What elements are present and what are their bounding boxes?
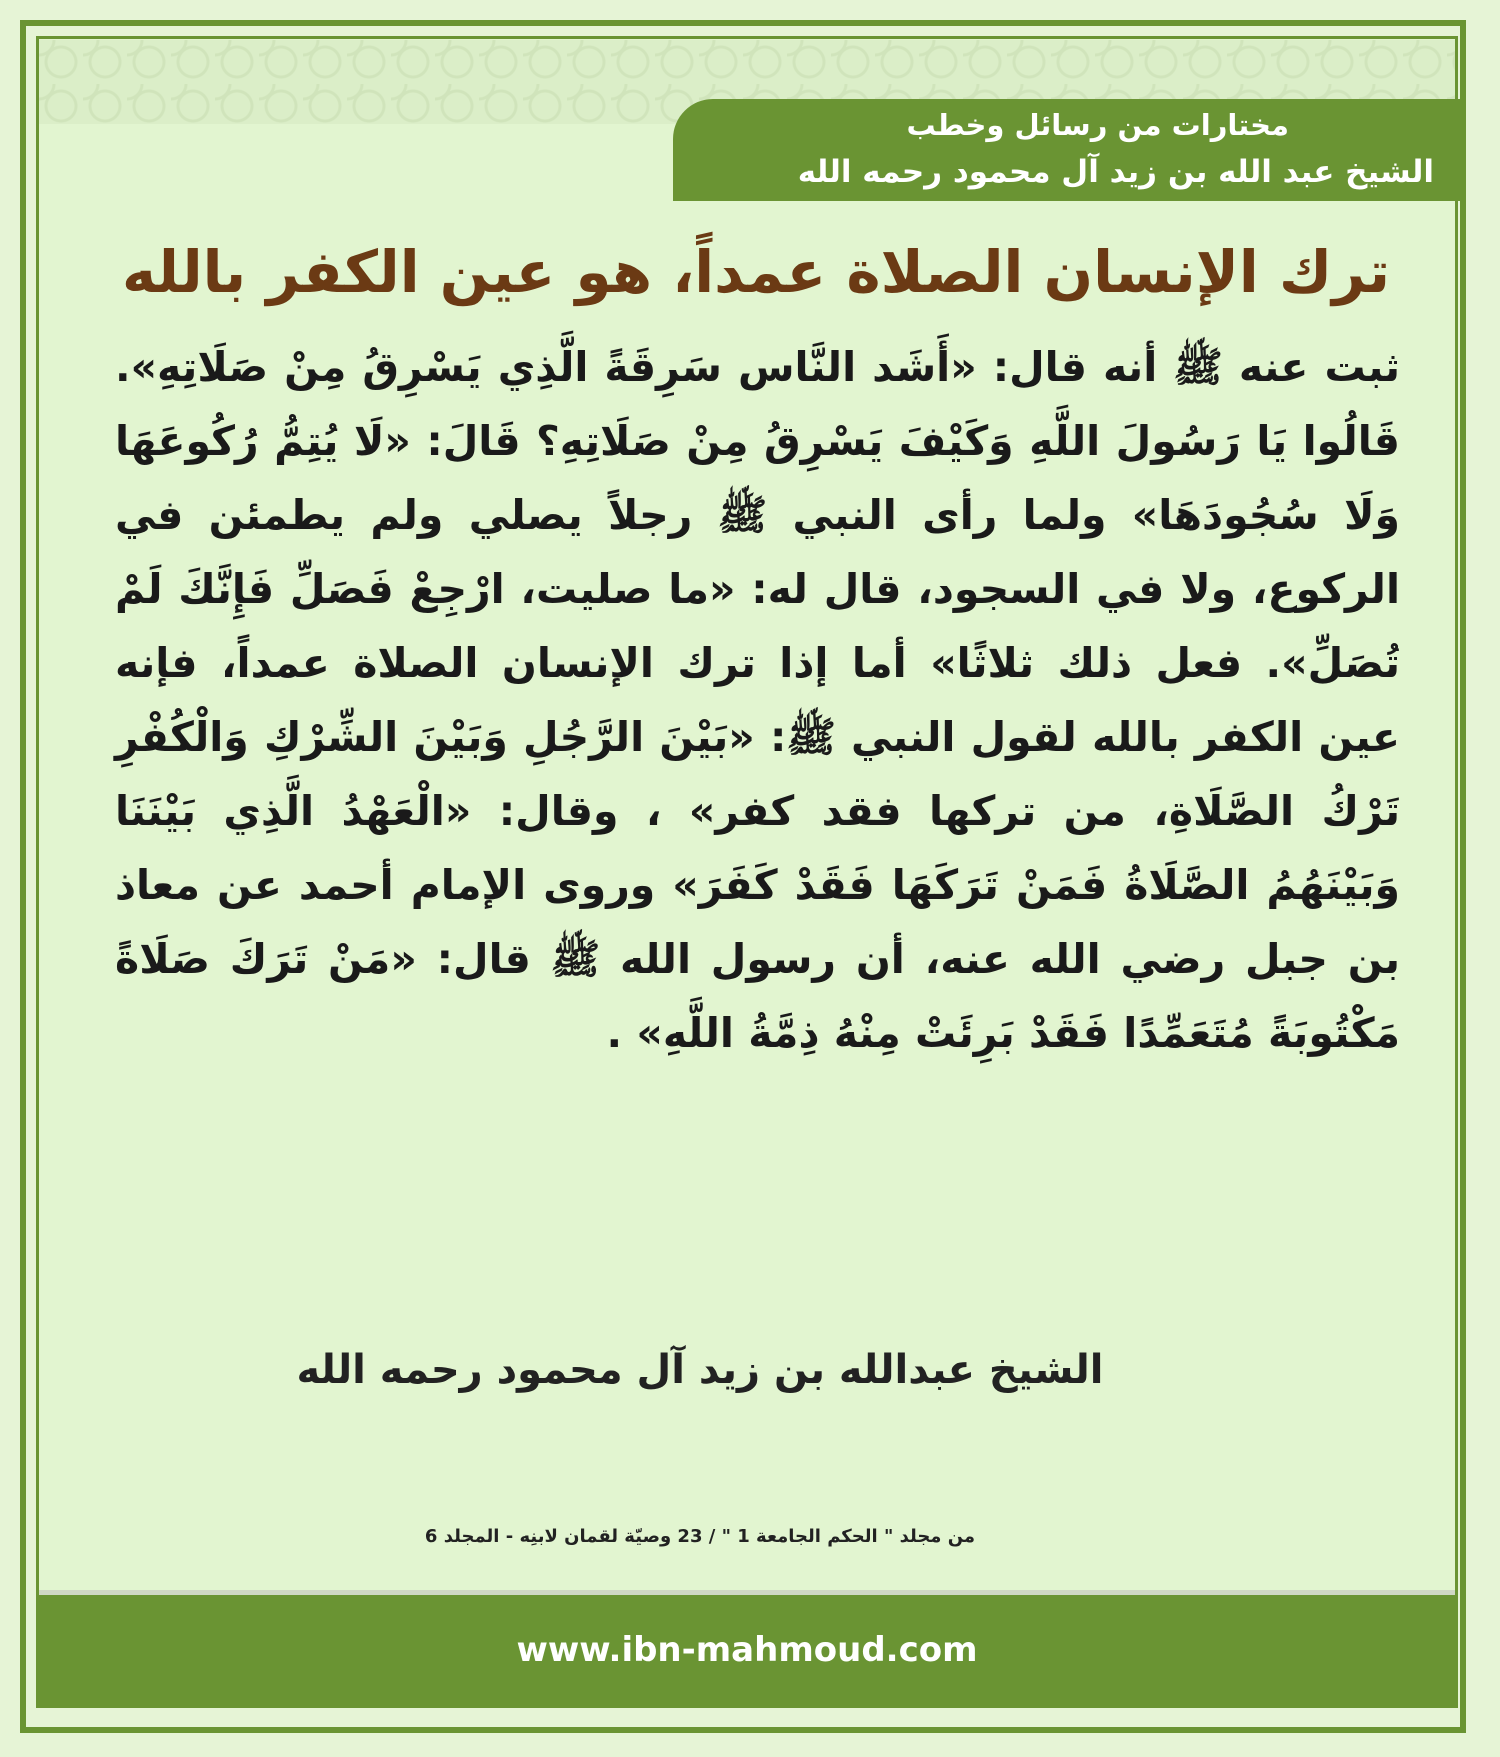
article-body: ثبت عنه ﷺ أنه قال: «أَشَد النَّاس سَرِقَةً الَّذِي يَسْرِقُ مِنْ صَلَاتِهِ». قَالُوا يَا رَسُولَ اللَّهِ وَكَيْفَ يَسْرِقُ مِنْ صَلَاتِهِ؟ قَالَ: «لَا يُتِمُّ رُكُوعَهَا وَلَا سُجُودَهَا» ولما رأى النبي ﷺ رجلاً يصلي ولم يطمئن في الركوع، ولا في السجود، قال له: «ما صليت، ارْجِعْ فَصَلِّ فَإِنَّكَ لَمْ تُصَلِّ». فعل ذلك ثلاثًا» أما إذا ترك الإنسان الصلاة عمداً، فإنه عين الكفر بالله لقول النبي ﷺ: «بَيْنَ الرَّجُلِ وَبَيْنَ الشِّرْكِ وَالْكُفْرِ تَرْكُ الصَّلَاةِ، من تركها فقد كفر» ، وقال: «الْعَهْدُ الَّذِي بَيْنَنَا وَبَيْنَهُمُ الصَّلَاةُ فَمَنْ تَرَكَهَا فَقَدْ كَفَرَ» وروى الإمام أحمد عن معاذ بن جبل رضي الله عنه، أن رسول الله ﷺ قال: «مَنْ تَرَكَ صَلَاةً مَكْتُوبَةً مُتَعَمِّدًا فَقَدْ بَرِئَتْ مِنْهُ ذِمَّةُ اللَّهِ» . xyxy=(115,343,1400,1057)
author-signature: الشيخ عبدالله بن زيد آل محمود رحمه الله xyxy=(296,1347,1104,1393)
website-link[interactable]: www.ibn-mahmoud.com xyxy=(516,1630,978,1670)
article-title: ترك الإنسان الصلاة عمداً، هو عين الكفر بالله xyxy=(122,238,1390,306)
series-header xyxy=(673,99,1462,201)
footer-bar xyxy=(39,1595,1455,1705)
series-author: الشيخ عبد الله بن زيد آل محمود رحمه الله xyxy=(797,154,1434,190)
source-reference: من مجلد " الحكم الجامعة 1 " / 23 وصيّة لقمان لابنِه - المجلد 6 xyxy=(424,1526,976,1547)
series-title: مختارات من رسائل وخطب xyxy=(906,108,1289,142)
